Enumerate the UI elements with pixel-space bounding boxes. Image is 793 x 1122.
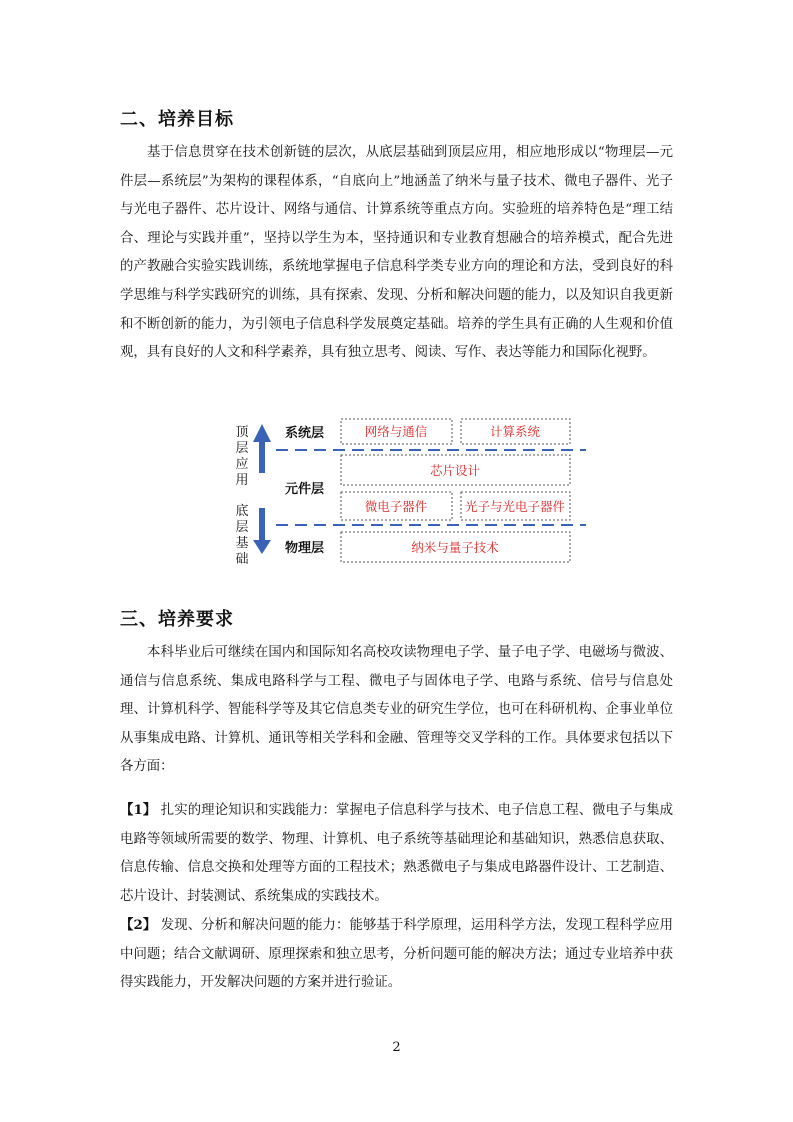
section-title-training-requirements: 三、培养要求 <box>120 609 234 630</box>
requirement-item <box>120 911 673 998</box>
requirement-item <box>120 796 673 911</box>
box-label-photonics: 光子与光电子器件 <box>464 499 566 514</box>
arrow-up-icon <box>253 424 271 473</box>
layer-label-component: 元件层 <box>285 482 325 497</box>
requirement-text: 扎实的理论知识和实践能力：掌握电子信息科学与技术、电子信息工程、微电子与集成电路等领域所需要的数学、物理、计算机、电子系统等基础理论和基础知识，熟悉信息获取、信息传输、信息交换和处理等方面的工程技术；熟悉微电子与集成电路器件设计、工艺制造、芯片设计、封装测试、系统集成的实践技术。 <box>120 803 673 904</box>
training-goals-paragraph: 基于信息贯穿在技术创新链的层次，从底层基础到顶层应用，相应地形成以“物理层—元件层—系统层”为架构的课程体系，“自底向上”地涵盖了纳米与量子技术、微电子器件、光子与光电子器件、芯片设计、网络与通信、计算系统等重点方向。实验班的培养特色是“理工结合、理论与实践并重”，坚持以学生为本，坚持通识和专业教育想融合的培养模式，配合先进的产教融合实验实践训练，系统地掌握电子信息科学类专业方向的理论和方法，受到良好的科学思维与科学实践研究的训练，具有探索、发现、分析和解决问题的能力，以及知识自我更新和不断创新的能力，为引领电子信息科学发展奠定基础。培养的学生具有正确的人生观和价值观，具有良好的人文和科学素养，具有独立思考、阅读、写作、表达等能力和国际化视野。 <box>120 145 673 361</box>
training-requirements-paragraph: 本科毕业后可继续在国内和国际知名高校攻读物理电子学、量子电子学、电磁场与微波、通信与信息系统、集成电路科学与工程、微电子与固体电子学、电路与系统、信号与信息处理、计算机科学、智能科学等及其它信息类专业的研究生学位，也可在科研机构、企事业单位从事集成电路、计算机、通讯等相关学科和金融、管理等交叉学科的工作。具体要求包括以下各方面： <box>120 645 673 775</box>
box-label-chip-design: 芯片设计 <box>429 463 481 478</box>
down-label-char: 础 <box>235 552 249 567</box>
box-label-microelectronics: 微电子器件 <box>364 499 428 514</box>
section-title-training-goals: 二、培养目标 <box>120 109 234 130</box>
layer-label-system: 系统层 <box>285 426 325 441</box>
requirement-number: 【2】 <box>120 917 157 933</box>
up-label-char: 应 <box>235 457 249 472</box>
layer-label-physical: 物理层 <box>285 541 325 556</box>
page-number: 2 <box>392 1040 401 1055</box>
arrow-down-icon <box>253 508 271 554</box>
up-label-char: 层 <box>235 441 249 456</box>
up-label-char: 用 <box>235 473 249 488</box>
requirement-number: 【1】 <box>120 802 157 818</box>
box-label-nano-quantum: 纳米与量子技术 <box>411 540 499 555</box>
down-label-char: 基 <box>235 536 249 551</box>
box-label-computing: 计算系统 <box>489 424 541 439</box>
down-label-char: 层 <box>235 520 249 535</box>
requirement-text: 发现、分析和解决问题的能力：能够基于科学原理，运用科学方法，发现工程科学应用中问题；结合文献调研、原理探索和独立思考，分析问题可能的解决方法；通过专业培养中获得实践能力，开发解决问题的方案并进行验证。 <box>120 918 673 991</box>
box-label-network: 网络与通信 <box>364 424 428 439</box>
down-label-char: 底 <box>235 504 249 519</box>
up-label-char: 顶 <box>235 425 249 440</box>
